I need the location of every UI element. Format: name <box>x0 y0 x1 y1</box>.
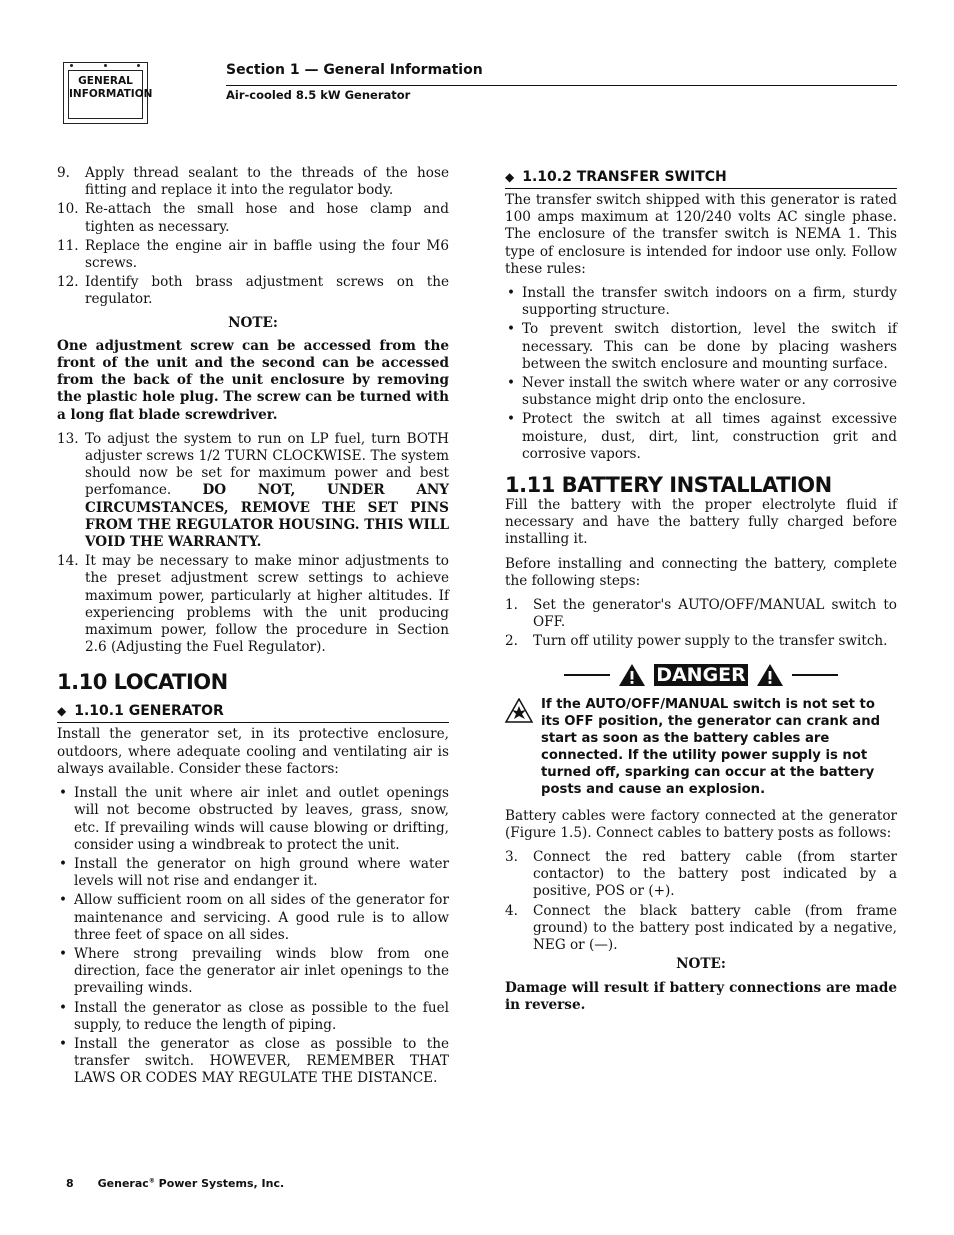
logo-line-2: INFORMATION <box>69 88 153 100</box>
list-item: 1. Set the generator's AUTO/OFF/MANUAL switch to OFF. <box>505 597 897 631</box>
list-item: 4. Connect the black battery cable (from frame ground) to the battery post indicated by a negative, NEG or (—). <box>505 902 897 954</box>
list-item: 10. Re-attach the small hose and hose clamp and tighten as necessary. <box>57 201 449 235</box>
note-heading: NOTE: <box>228 314 278 331</box>
page-footer <box>66 1177 284 1190</box>
registered-mark: ® <box>148 1177 155 1185</box>
transfer-switch-subheading: ◆ 1.10.2 TRANSFER SWITCH <box>505 168 897 189</box>
list-item: • Allow sufficient room on all sides of the generator for maintenance and servicing. A good rule is to allow three feet of space on all sides. <box>59 892 449 943</box>
warranty-warning: DO NOT, UNDER ANY CIRCUMSTANCES, REMOVE THE SET PINS FROM THE REGULATOR HOUSING. THIS WILL VOID THE WARRANTY. <box>85 482 449 551</box>
list-item: 9. Apply thread sealant to the threads of the hose fitting and replace it into the regulator body. <box>57 165 449 199</box>
page-number: 8 <box>66 1177 74 1190</box>
regulator-steps-list <box>57 165 449 309</box>
right-column <box>505 168 897 1014</box>
divider <box>564 674 610 676</box>
transfer-rules-list <box>505 285 897 463</box>
company-name-rest: Power Systems, Inc. <box>154 1177 285 1190</box>
list-item: 14. It may be necessary to make minor adjustments to the preset adjustment screw settings to achieve maximum power, particularly at higher altitudes. If experiencing problems with the unit producing maximum power, follow the procedure in Section 2.6 (Adjusting the Fuel Regulator). <box>57 553 449 656</box>
list-item: • Install the unit where air inlet and outlet openings will not become obstructed by leaves, grass, snow, etc. If prevailing winds will cause blowing or drifting, consider using a windbreak to protect the unit. <box>59 785 449 853</box>
danger-label: DANGER <box>656 663 746 686</box>
list-item: 3. Connect the red battery cable (from starter contactor) to the battery post indicated by a positive, POS or (+). <box>505 849 897 900</box>
list-item: 13. To adjust the system to run on LP fuel, turn BOTH adjuster screws 1/2 TURN CLOCKWISE. The system should now be set for maximum power and best perfomance. DO NOT, UNDER ANY CIRCUMSTANCES, REMOVE THE SET PINS FROM THE REGULATOR HOUSING. THIS WILL VOID THE WARRANTY. <box>57 430 449 551</box>
list-item: • Never install the switch where water or any corrosive substance might drip onto the enclosure. <box>507 375 897 409</box>
list-item: • Protect the switch at all times against excessive moisture, dust, dirt, lint, construction grit and corrosive vapors. <box>507 411 897 462</box>
section-subtitle: Air-cooled 8.5 kW Generator <box>226 88 411 102</box>
list-item: • To prevent switch distortion, level the switch if necessary. This can be done by placing washers between the switch enclosure and mounting surface. <box>507 321 897 372</box>
left-column <box>57 165 449 1090</box>
transfer-intro: The transfer switch shipped with this generator is rated 100 amps maximum at 120/240 volts AC single phase. The enclosure of the transfer switch is NEMA 1. This type of enclosure is intended for indoor use only. Follow these rules: <box>505 192 897 277</box>
battery-paragraph-2: Before installing and connecting the battery, complete the following steps: <box>505 555 897 589</box>
diamond-icon: ◆ <box>505 170 515 184</box>
general-information-logo <box>63 62 153 124</box>
explosion-hazard-icon <box>505 696 541 728</box>
note-heading: NOTE: <box>676 956 726 973</box>
location-heading: 1.10 LOCATION <box>57 670 228 695</box>
generator-subheading: ◆ 1.10.1 GENERATOR <box>57 702 449 723</box>
warning-triangle-icon <box>618 663 646 687</box>
note-text: Damage will result if battery connections are made in reverse. <box>505 979 897 1013</box>
company-name: Generac <box>97 1177 149 1190</box>
list-item: • Install the generator on high ground where water levels will not rise and endanger it. <box>59 855 449 890</box>
list-item: • Install the transfer switch indoors on a firm, sturdy supporting structure. <box>507 285 897 319</box>
note-text: One adjustment screw can be accessed from the front of the unit and the second can be accessed from the back of the unit enclosure by removing the plastic hole plug. The screw can be turned with a long flat blade screwdriver. <box>57 337 449 423</box>
generator-intro: Install the generator set, in its protective enclosure, outdoors, where adequate cooling and ventilating air is always available. Consider these factors: <box>57 726 449 777</box>
danger-message <box>505 696 897 798</box>
list-item: • Install the generator as close as possible to the fuel supply, to reduce the length of piping. <box>59 999 449 1033</box>
list-item: • Where strong prevailing winds blow from one direction, face the generator air inlet openings to the prevailing winds. <box>59 945 449 997</box>
warning-triangle-icon <box>756 663 784 687</box>
list-item: 2. Turn off utility power supply to the transfer switch. <box>505 633 888 650</box>
diamond-icon: ◆ <box>57 704 67 719</box>
list-item: 11. Replace the engine air in baffle using the four M6 screws. <box>57 237 449 272</box>
list-item: • Install the generator as close as possible to the transfer switch. HOWEVER, REMEMBER THAT LAWS OR CODES MAY REGULATE THE DISTANCE. <box>59 1035 449 1087</box>
battery-connection-steps <box>505 849 897 954</box>
battery-paragraph-1: Fill the battery with the proper electrolyte fluid if necessary and have the battery fully charged before installing it. <box>505 497 897 548</box>
battery-paragraph-3: Battery cables were factory connected at the generator (Figure 1.5). Connect cables to battery posts as follows: <box>505 807 897 841</box>
logo-line-1: GENERAL <box>78 75 133 87</box>
divider <box>792 674 838 676</box>
danger-banner <box>505 663 897 687</box>
section-title: Section 1 — General Information <box>226 62 483 78</box>
danger-text: If the AUTO/OFF/MANUAL switch is not set to its OFF position, the generator can crank and start as soon as the battery cables are connected. If the utility power supply is not turned off, sparking can occur at the battery posts and cause an explosion. <box>541 696 881 797</box>
battery-steps-list <box>505 597 897 651</box>
header-rule <box>226 85 897 86</box>
battery-heading: 1.11 BATTERY INSTALLATION <box>505 473 832 498</box>
regulator-steps-list-2 <box>57 431 449 657</box>
list-item: 12. Identify both brass adjustment screws on the regulator. <box>57 274 449 308</box>
generator-factors-list <box>57 785 449 1087</box>
